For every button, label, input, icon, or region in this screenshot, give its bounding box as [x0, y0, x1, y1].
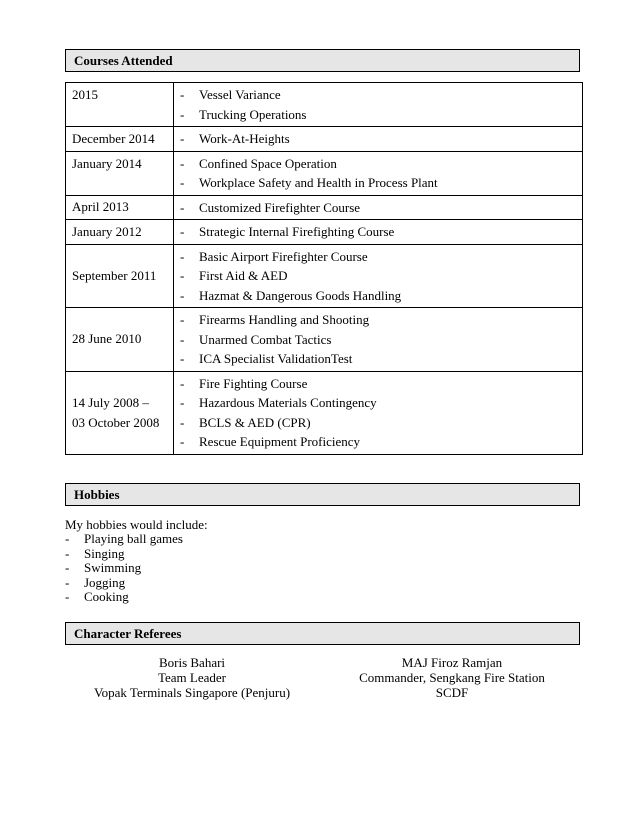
course-items — [174, 195, 583, 220]
bullet-dash: - — [180, 87, 185, 102]
course-items — [174, 371, 583, 454]
course-name: Strategic Internal Firefighting Course — [199, 224, 395, 239]
hobby-name: Swimming — [84, 560, 142, 576]
course-items — [174, 308, 583, 372]
course-name: Rescue Equipment Proficiency — [199, 434, 361, 449]
course-name: Customized Firefighter Course — [199, 199, 361, 215]
bullet-dash: - — [180, 268, 185, 283]
course-items — [174, 151, 583, 195]
course-item — [174, 247, 582, 267]
course-row — [66, 127, 583, 152]
hobby-name: Playing ball games — [84, 531, 183, 546]
course-items — [174, 244, 583, 308]
courses-table — [65, 82, 583, 455]
course-item — [174, 266, 582, 286]
course-date-line: 28 June 2010 — [72, 331, 142, 347]
course-item — [174, 286, 582, 306]
course-item — [174, 393, 582, 413]
hobbies-section-header — [65, 483, 580, 506]
course-date-line: 14 July 2008 – — [72, 394, 149, 410]
referee-1 — [72, 655, 312, 700]
bullet-dash: - — [180, 248, 185, 264]
course-date-line: September 2011 — [72, 267, 157, 283]
hobbies-intro: My hobbies would include: — [65, 517, 208, 532]
course-items — [174, 220, 583, 245]
bullet-dash: - — [180, 434, 185, 449]
course-row — [66, 244, 583, 308]
course-date-line: January 2014 — [72, 155, 142, 171]
hobby-name: Singing — [84, 545, 125, 561]
bullet-dash: - — [180, 287, 185, 303]
bullet-dash: - — [180, 131, 185, 146]
hobby-item — [65, 532, 183, 547]
course-name: Vessel Variance — [199, 87, 281, 102]
course-name: Workplace Safety and Health in Process Plant — [199, 175, 438, 190]
course-row — [66, 371, 583, 454]
course-name: Basic Airport Firefighter Course — [199, 248, 368, 264]
course-date — [66, 220, 174, 245]
course-item — [174, 129, 582, 149]
course-name: Hazmat & Dangerous Goods Handling — [199, 287, 402, 303]
bullet-dash: - — [65, 545, 70, 561]
bullet-dash: - — [180, 312, 185, 327]
referee-2 — [330, 655, 574, 700]
courses-section-title: Courses Attended — [74, 53, 173, 68]
bullet-dash: - — [180, 106, 185, 122]
course-date-line: December 2014 — [72, 130, 155, 146]
bullet-dash: - — [65, 574, 70, 590]
hobby-item — [65, 576, 183, 591]
course-date-line: 03 October 2008 — [72, 414, 160, 430]
hobbies-list — [65, 532, 183, 605]
course-item — [174, 154, 582, 174]
course-date — [66, 127, 174, 152]
course-item — [174, 330, 582, 350]
course-row — [66, 220, 583, 245]
course-item — [174, 198, 582, 218]
course-name: Trucking Operations — [199, 106, 307, 122]
course-name: Firearms Handling and Shooting — [199, 312, 370, 327]
course-item — [174, 173, 582, 193]
bullet-dash: - — [180, 175, 185, 190]
course-name: Unarmed Combat Tactics — [199, 331, 332, 347]
referee-name: MAJ Firoz Ramjan — [401, 655, 503, 670]
hobby-name: Jogging — [84, 574, 126, 590]
course-name: BCLS & AED (CPR) — [199, 414, 311, 430]
referee-organisation: SCDF — [435, 685, 469, 700]
bullet-dash: - — [65, 531, 70, 546]
bullet-dash: - — [65, 589, 70, 605]
course-items — [174, 83, 583, 127]
hobby-item — [65, 590, 183, 605]
course-item — [174, 310, 582, 330]
course-item — [174, 222, 582, 242]
course-item — [174, 413, 582, 433]
course-name: Fire Fighting Course — [199, 375, 308, 391]
course-row — [66, 83, 583, 127]
bullet-dash: - — [180, 351, 185, 366]
course-item — [174, 374, 582, 394]
course-items — [174, 127, 583, 152]
course-date — [66, 308, 174, 372]
course-date — [66, 195, 174, 220]
course-name: Confined Space Operation — [199, 155, 337, 171]
course-item — [174, 85, 582, 105]
referees-section-header — [65, 622, 580, 645]
bullet-dash: - — [180, 375, 185, 391]
bullet-dash: - — [180, 224, 185, 239]
course-date-line: 2015 — [72, 87, 98, 102]
course-date — [66, 151, 174, 195]
bullet-dash: - — [65, 560, 70, 576]
bullet-dash: - — [180, 395, 185, 410]
course-name: Hazardous Materials Contingency — [199, 395, 377, 410]
course-item — [174, 349, 582, 369]
course-date — [66, 244, 174, 308]
bullet-dash: - — [180, 331, 185, 347]
course-date — [66, 371, 174, 454]
bullet-dash: - — [180, 199, 185, 215]
course-row — [66, 195, 583, 220]
course-name: First Aid & AED — [199, 268, 288, 283]
hobby-name: Cooking — [84, 589, 129, 605]
course-name: Work-At-Heights — [199, 131, 290, 146]
hobbies-section-title: Hobbies — [74, 487, 120, 502]
bullet-dash: - — [180, 155, 185, 171]
referee-organisation: Vopak Terminals Singapore (Penjuru) — [93, 685, 291, 700]
referee-position: Team Leader — [157, 670, 226, 685]
hobby-item — [65, 547, 183, 562]
referee-position: Commander, Sengkang Fire Station — [359, 670, 545, 685]
referees-section-title: Character Referees — [74, 626, 182, 641]
courses-section-header — [65, 49, 580, 72]
course-date-line: April 2013 — [72, 199, 129, 215]
course-item — [174, 105, 582, 125]
bullet-dash: - — [180, 414, 185, 430]
course-row — [66, 308, 583, 372]
course-name: ICA Specialist ValidationTest — [199, 351, 353, 366]
course-row — [66, 151, 583, 195]
course-item — [174, 432, 582, 452]
course-date — [66, 83, 174, 127]
referee-name: Boris Bahari — [158, 655, 226, 670]
hobby-item — [65, 561, 183, 576]
course-date-line: January 2012 — [72, 223, 142, 239]
